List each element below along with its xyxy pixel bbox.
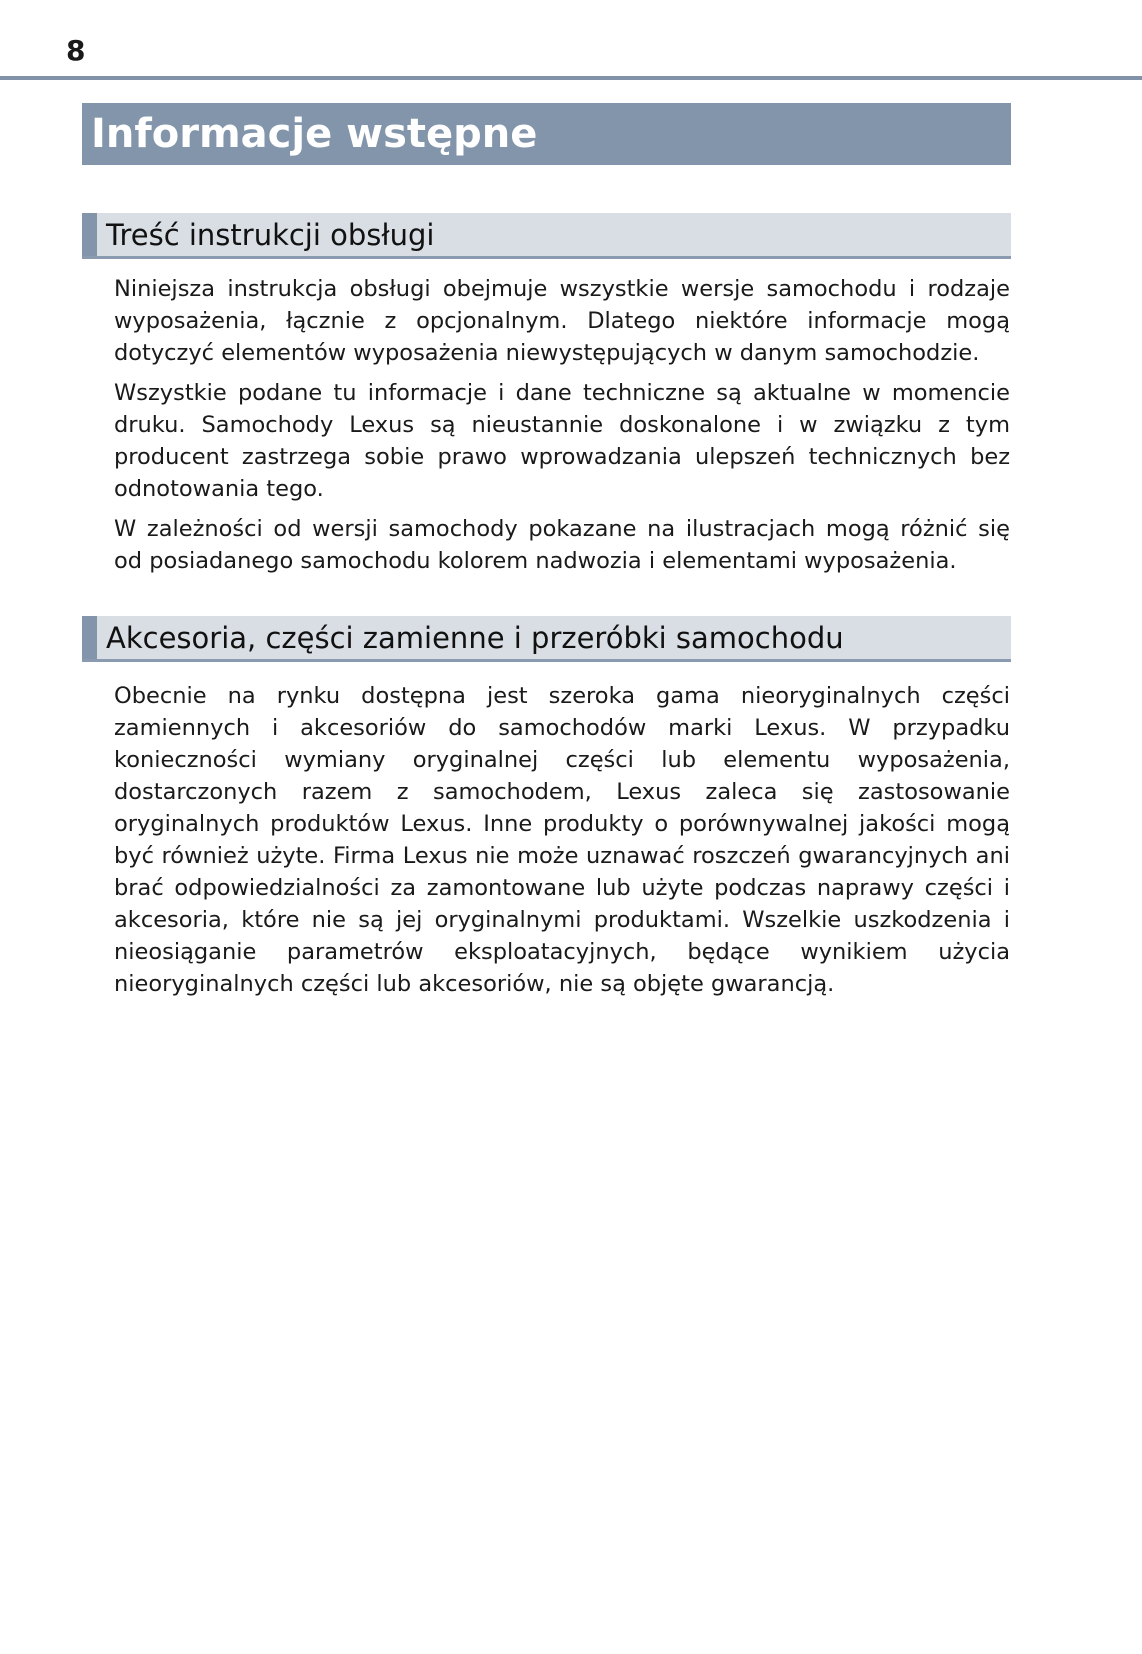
section-heading-text: Treść instrukcji obsługi bbox=[106, 218, 435, 252]
chapter-title: Informacje wstępne bbox=[82, 103, 1011, 165]
section-body bbox=[114, 273, 1010, 585]
section-body bbox=[114, 680, 1010, 1008]
section-accent-bar bbox=[82, 616, 97, 659]
section-heading-text: Akcesoria, części zamienne i przeróbki samochodu bbox=[106, 621, 844, 655]
page-number: 8 bbox=[66, 34, 86, 67]
paragraph: Obecnie na rynku dostępna jest szeroka gama nieoryginalnych części zamiennych i akcesoriów do samochodów marki Lexus. W przypadku konieczności wymiany oryginalnej części lub elementu wyposażenia, dostarczonych razem z samochodem, Lexus zaleca się zastosowanie oryginalnych produktów Lexus. Inne produkty o porównywalnej jakości mogą być również użyte. Firma Lexus nie może uznawać roszczeń gwarancyjnych ani brać odpowiedzialności za zamontowane lub użyte podczas naprawy części i akcesoria, które nie są jej oryginalnymi produktami. Wszelkie uszkodzenia i nieosiąganie parametrów eksploatacyjnych, będące wynikiem użycia nieoryginalnych części lub akcesoriów, nie są objęte gwarancją. bbox=[114, 683, 1010, 997]
header-divider bbox=[0, 76, 1142, 80]
section-heading bbox=[82, 213, 1011, 259]
section-accent-bar bbox=[82, 213, 97, 256]
paragraph: Wszystkie podane tu informacje i dane techniczne są aktualne w momencie druku. Samochody Lexus są nieustannie doskonalone i w związku z tym producent zastrzega sobie prawo wprowadzania ulepszeń technicznych bez odnotowania tego. bbox=[114, 380, 1010, 502]
paragraph: W zależności od wersji samochody pokazane na ilustracjach mogą różnić się od posiadanego samochodu kolorem nadwozia i elementami wyposażenia. bbox=[114, 516, 1010, 574]
section-heading bbox=[82, 616, 1011, 662]
paragraph: Niniejsza instrukcja obsługi obejmuje wszystkie wersje samochodu i rodzaje wyposażenia, łącznie z opcjonalnym. Dlatego niektóre informacje mogą dotyczyć elementów wyposażenia niewystępujących w danym samochodzie. bbox=[114, 276, 1010, 366]
